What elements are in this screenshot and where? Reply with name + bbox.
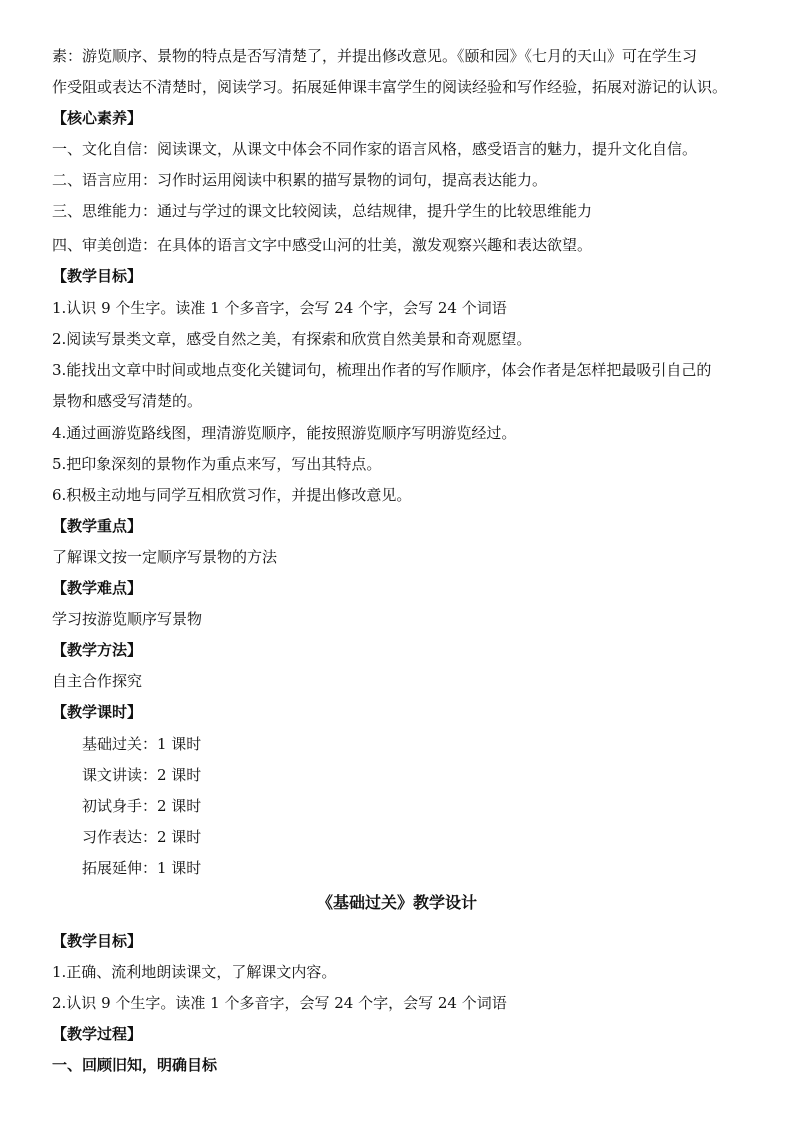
process-heading: 【教学过程】 bbox=[52, 1025, 143, 1043]
hours-item-writing: 习作表达：2 课时 bbox=[82, 828, 202, 846]
core-literacy-heading: 【核心素养】 bbox=[52, 109, 143, 127]
goals-heading: 【教学目标】 bbox=[52, 267, 143, 285]
core-item-culture: 一、文化自信：阅读课文，从课文中体会不同作家的语言风格，感受语言的魅力，提升文化自信。 bbox=[52, 140, 698, 158]
goal-item-6: 6.积极主动地与同学互相欣赏习作，并提出修改意见。 bbox=[52, 486, 412, 504]
design-title: 《基础过关》教学设计 bbox=[316, 893, 477, 912]
goal-item-4: 4.通过画游览路线图，理清游览顺序，能按照游览顺序写明游览经过。 bbox=[52, 424, 517, 442]
goal-item-2: 2.阅读写景类文章，感受自然之美，有探索和欣赏自然美景和奇观愿望。 bbox=[52, 330, 532, 348]
hours-heading: 【教学课时】 bbox=[52, 703, 143, 721]
method-heading: 【教学方法】 bbox=[52, 641, 143, 659]
goal-item-1: 1.认识 9 个生字。读准 1 个多音字，会写 24 个字，会写 24 个词语 bbox=[52, 299, 507, 317]
focus-text: 了解课文按一定顺序写景物的方法 bbox=[52, 548, 278, 566]
intro-line-1: 素：游览顺序、景物的特点是否写清楚了，并提出修改意见。《颐和园》《七月的天山》可在学生习 bbox=[52, 47, 698, 65]
core-item-aesthetic: 四、审美创造：在具体的语言文字中感受山河的壮美，激发观察兴趣和表达欲望。 bbox=[52, 236, 593, 254]
design-goal-1: 1.正确、流利地朗读课文，了解课文内容。 bbox=[52, 963, 337, 981]
goal-item-5: 5.把印象深刻的景物作为重点来写，写出其特点。 bbox=[52, 455, 382, 473]
hours-item-trial: 初试身手：2 课时 bbox=[82, 797, 202, 815]
hours-item-basics: 基础过关：1 课时 bbox=[82, 735, 202, 753]
design-goal-2: 2.认识 9 个生字。读准 1 个多音字，会写 24 个字，会写 24 个词语 bbox=[52, 994, 507, 1012]
method-text: 自主合作探究 bbox=[52, 672, 143, 690]
goal-item-3: 3.能找出文章中时间或地点变化关键词句，梳理出作者的写作顺序，体会作者是怎样把最吸引自己的 bbox=[52, 361, 712, 379]
process-step-1: 一、回顾旧知，明确目标 bbox=[52, 1056, 218, 1074]
hours-item-extension: 拓展延伸：1 课时 bbox=[82, 859, 202, 877]
intro-line-2: 作受阻或表达不清楚时，阅读学习。拓展延伸课丰富学生的阅读经验和写作经验，拓展对游记的认识。 bbox=[52, 78, 728, 96]
hours-item-reading: 课文讲读：2 课时 bbox=[82, 766, 202, 784]
goal-item-3-cont: 景物和感受写清楚的。 bbox=[52, 392, 203, 410]
focus-heading: 【教学重点】 bbox=[52, 517, 143, 535]
difficulty-text: 学习按游览顺序写景物 bbox=[52, 610, 203, 628]
core-item-language: 二、语言应用：习作时运用阅读中积累的描写景物的词句，提高表达能力。 bbox=[52, 171, 548, 189]
difficulty-heading: 【教学难点】 bbox=[52, 579, 143, 597]
core-item-thinking: 三、思维能力：通过与学过的课文比较阅读，总结规律，提升学生的比较思维能力 bbox=[52, 202, 593, 220]
design-goals-heading: 【教学目标】 bbox=[52, 932, 143, 950]
